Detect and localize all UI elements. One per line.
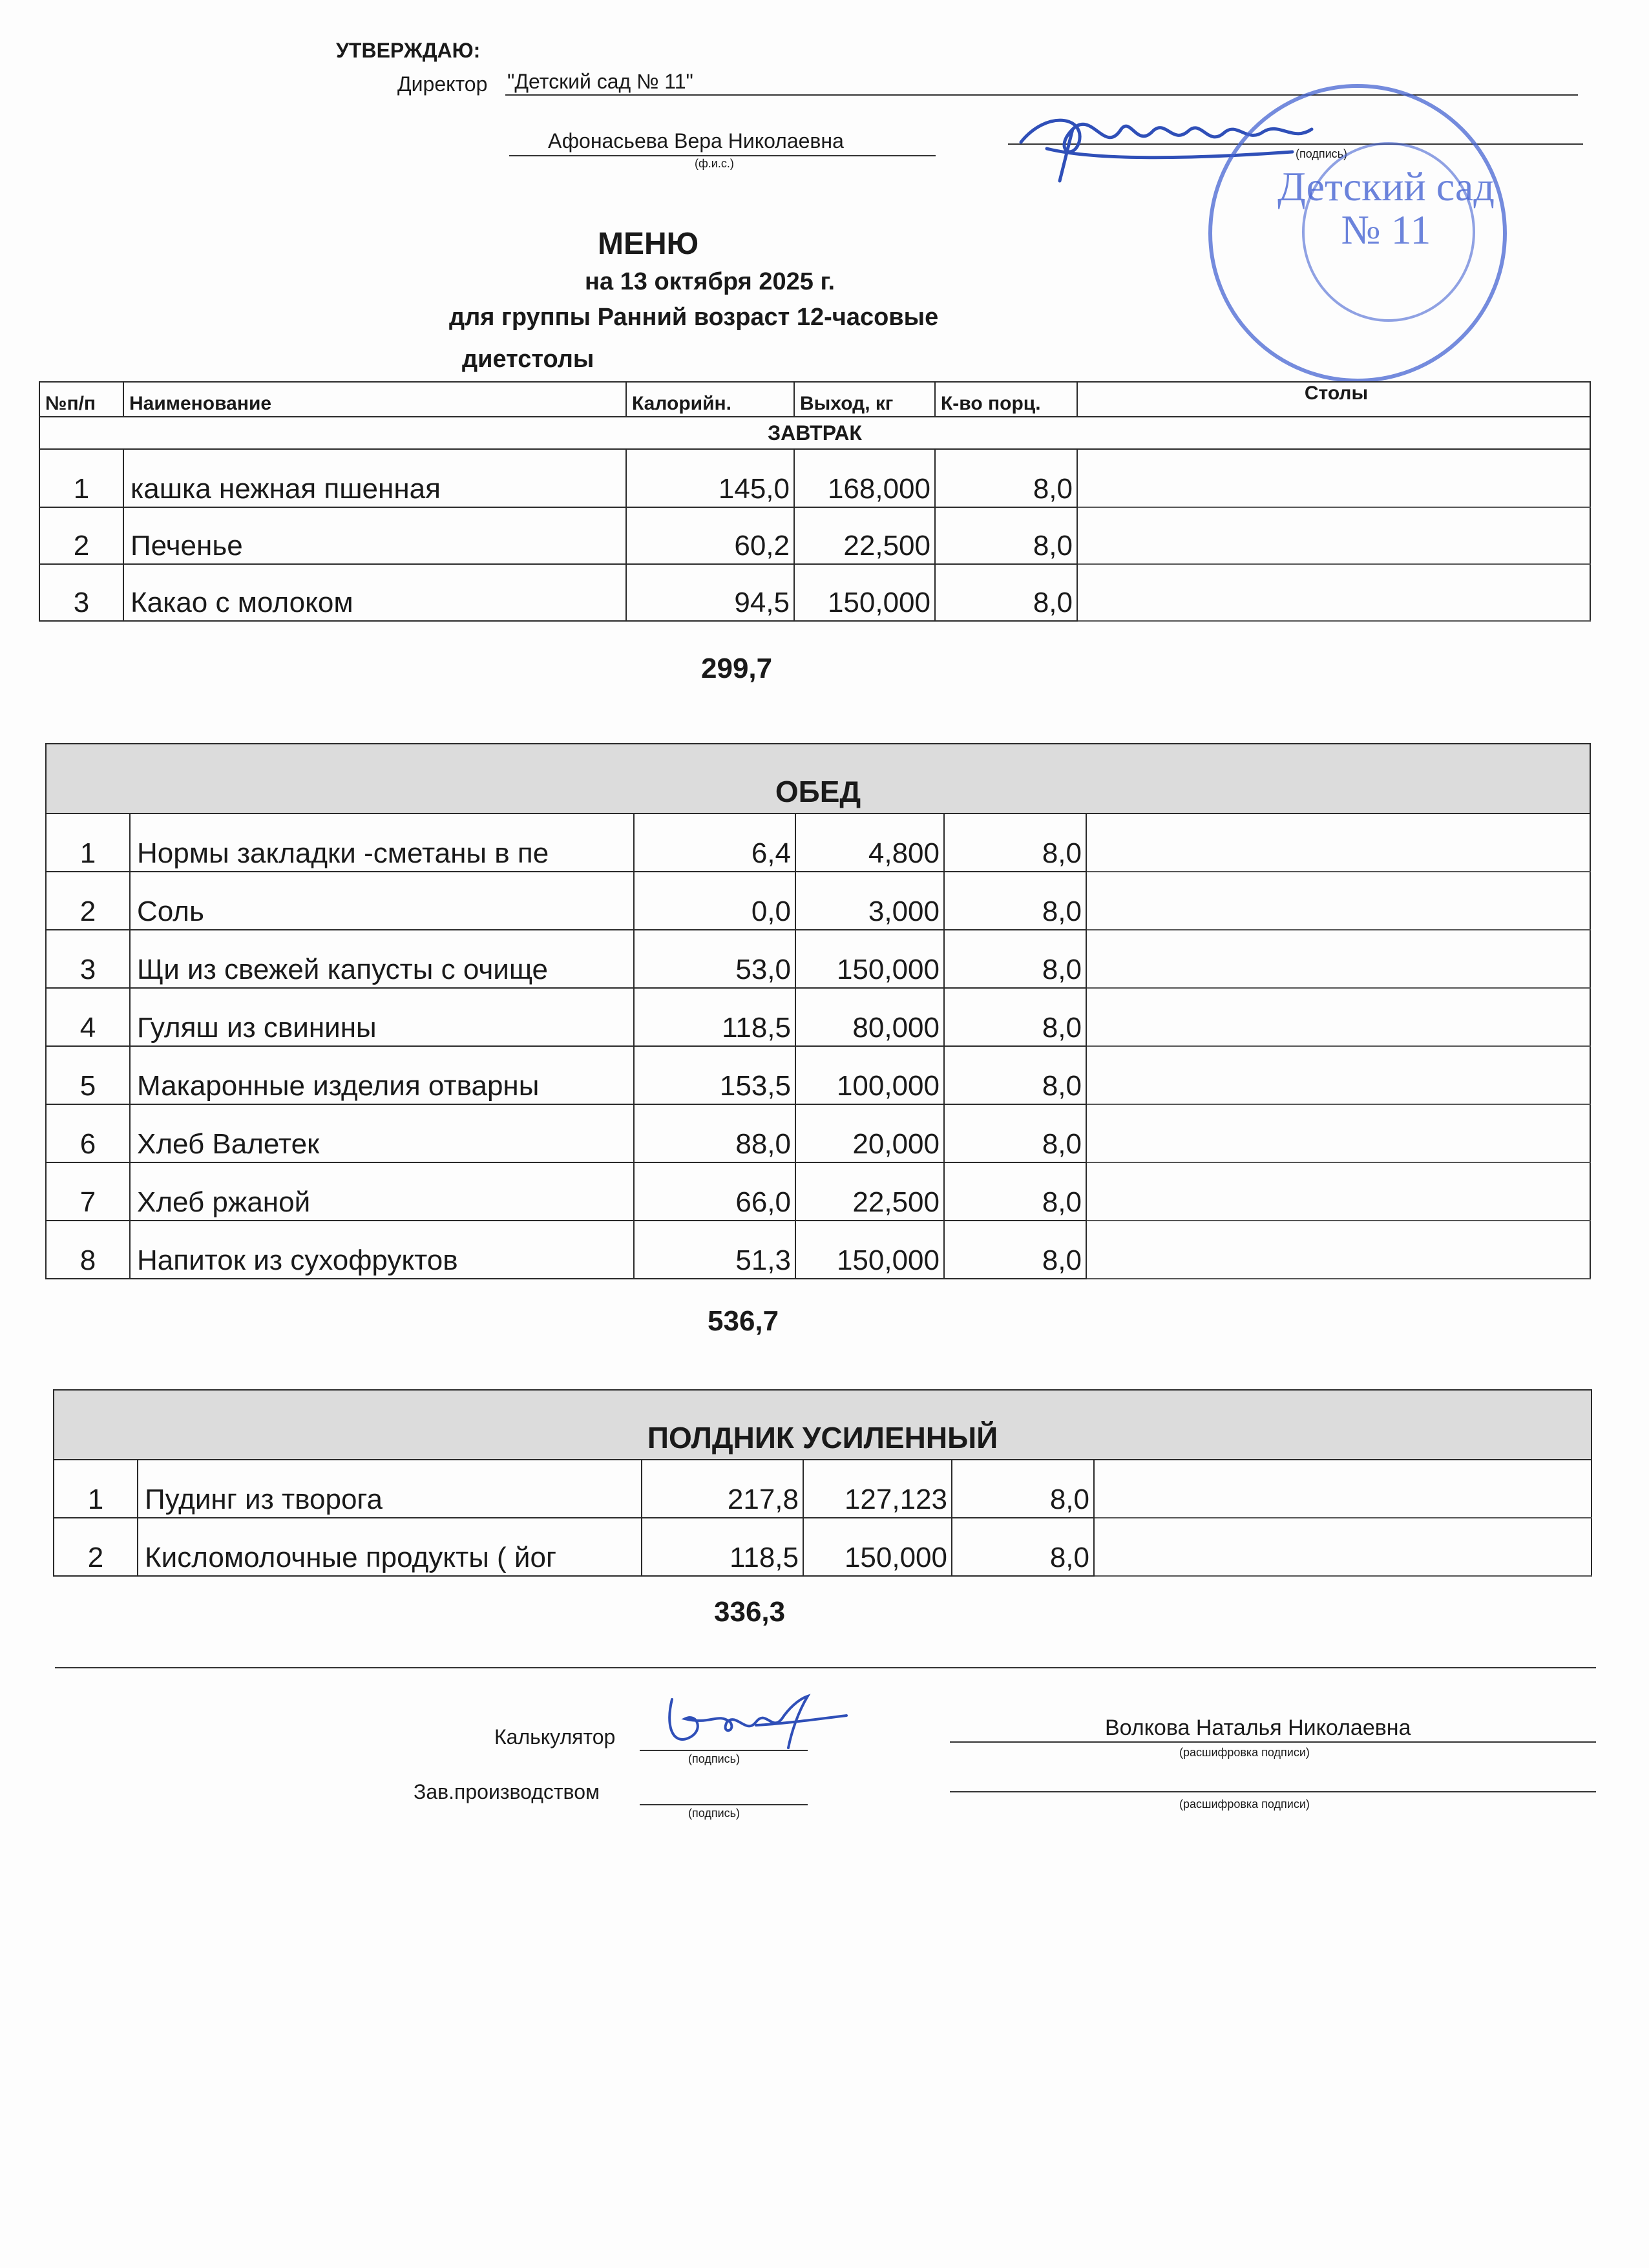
dish-tables bbox=[1086, 988, 1590, 1046]
dish-kcal: 88,0 bbox=[634, 1104, 795, 1162]
dish-tables bbox=[1077, 449, 1590, 507]
director-label: Директор bbox=[397, 72, 488, 96]
lunch-table bbox=[45, 743, 1591, 1279]
row-number: 4 bbox=[46, 988, 130, 1046]
dish-name: кашка нежная пшенная bbox=[123, 449, 626, 507]
dish-name: Соль bbox=[130, 872, 634, 930]
director-name-underline bbox=[509, 155, 936, 156]
dish-portions: 8,0 bbox=[952, 1460, 1094, 1518]
col-tables-header: Столы bbox=[1077, 382, 1590, 417]
row-number: 1 bbox=[39, 449, 123, 507]
table-row bbox=[46, 930, 1590, 988]
section-title-lunch: ОБЕД bbox=[46, 744, 1590, 814]
table-row bbox=[46, 1046, 1590, 1104]
dish-yield: 127,123 bbox=[803, 1460, 952, 1518]
dish-kcal: 53,0 bbox=[634, 930, 795, 988]
dish-tables bbox=[1077, 507, 1590, 564]
dish-yield: 3,000 bbox=[795, 872, 944, 930]
dish-kcal: 6,4 bbox=[634, 814, 795, 872]
dish-portions: 8,0 bbox=[944, 930, 1086, 988]
breakfast-total: 299,7 bbox=[701, 653, 773, 684]
table-row bbox=[46, 1221, 1590, 1279]
dish-portions: 8,0 bbox=[944, 1104, 1086, 1162]
dish-name: Печенье bbox=[123, 507, 626, 564]
dish-portions: 8,0 bbox=[944, 988, 1086, 1046]
dish-tables bbox=[1094, 1460, 1591, 1518]
dish-yield: 22,500 bbox=[795, 1162, 944, 1221]
dish-yield: 150,000 bbox=[794, 564, 935, 621]
calculator-name: Волкова Наталья Николаевна bbox=[1105, 1716, 1411, 1740]
calculator-signature-caption: (подпись) bbox=[688, 1752, 740, 1765]
dish-tables bbox=[1086, 1221, 1590, 1279]
breakfast-table bbox=[39, 381, 1591, 622]
dish-yield: 100,000 bbox=[795, 1046, 944, 1104]
col-num-header: №п/п bbox=[39, 382, 123, 417]
snack-table bbox=[53, 1389, 1592, 1577]
dish-yield: 150,000 bbox=[795, 1221, 944, 1279]
dish-kcal: 51,3 bbox=[634, 1221, 795, 1279]
footer-divider bbox=[55, 1667, 1596, 1668]
dish-tables bbox=[1086, 930, 1590, 988]
menu-diet: диетстолы bbox=[462, 346, 594, 373]
dish-tables bbox=[1086, 814, 1590, 872]
col-kcal-header: Калорийн. bbox=[626, 382, 794, 417]
dish-kcal: 118,5 bbox=[642, 1518, 803, 1576]
row-number: 2 bbox=[39, 507, 123, 564]
row-number: 3 bbox=[46, 930, 130, 988]
row-number: 2 bbox=[54, 1518, 138, 1576]
dish-portions: 8,0 bbox=[935, 507, 1077, 564]
dish-tables bbox=[1086, 1046, 1590, 1104]
dish-kcal: 153,5 bbox=[634, 1046, 795, 1104]
table-row bbox=[46, 1104, 1590, 1162]
dish-name: Хлеб Валетек bbox=[130, 1104, 634, 1162]
menu-title: МЕНЮ bbox=[598, 227, 699, 261]
section-title-snack: ПОЛДНИК УСИЛЕННЫЙ bbox=[54, 1390, 1591, 1460]
dish-tables bbox=[1094, 1518, 1591, 1576]
table-row bbox=[54, 1460, 1591, 1518]
snack-total: 336,3 bbox=[714, 1596, 786, 1628]
dish-portions: 8,0 bbox=[944, 814, 1086, 872]
dish-name: Щи из свежей капусты с очище bbox=[130, 930, 634, 988]
dish-name: Хлеб ржаной bbox=[130, 1162, 634, 1221]
table-row bbox=[39, 507, 1590, 564]
dish-portions: 8,0 bbox=[944, 1162, 1086, 1221]
col-name-header: Наименование bbox=[123, 382, 626, 417]
dish-portions: 8,0 bbox=[944, 1221, 1086, 1279]
dish-name: Какао с молоком bbox=[123, 564, 626, 621]
calculator-signature bbox=[659, 1686, 853, 1758]
fio-caption: (ф.и.с.) bbox=[695, 157, 734, 170]
dish-name: Гуляш из свинины bbox=[130, 988, 634, 1046]
dish-kcal: 0,0 bbox=[634, 872, 795, 930]
dish-portions: 8,0 bbox=[935, 449, 1077, 507]
signature-caption: (подпись) bbox=[1296, 147, 1348, 160]
col-portions-header: К-во порц. bbox=[935, 382, 1077, 417]
dish-kcal: 94,5 bbox=[626, 564, 794, 621]
dish-kcal: 145,0 bbox=[626, 449, 794, 507]
dish-kcal: 66,0 bbox=[634, 1162, 795, 1221]
dish-yield: 150,000 bbox=[803, 1518, 952, 1576]
dish-yield: 80,000 bbox=[795, 988, 944, 1046]
table-row bbox=[46, 872, 1590, 930]
dish-tables bbox=[1077, 564, 1590, 621]
dish-portions: 8,0 bbox=[944, 872, 1086, 930]
table-row bbox=[39, 564, 1590, 621]
dish-yield: 20,000 bbox=[795, 1104, 944, 1162]
dish-name: Нормы закладки -сметаны в пе bbox=[130, 814, 634, 872]
calculator-decode-caption: (расшифровка подписи) bbox=[1179, 1746, 1310, 1759]
production-decode-caption: (расшифровка подписи) bbox=[1179, 1798, 1310, 1811]
table-row bbox=[46, 814, 1590, 872]
production-signature-line bbox=[640, 1804, 808, 1805]
production-name-line bbox=[950, 1791, 1596, 1792]
production-signature-caption: (подпись) bbox=[688, 1807, 740, 1820]
dish-kcal: 118,5 bbox=[634, 988, 795, 1046]
dish-tables bbox=[1086, 1162, 1590, 1221]
row-number: 3 bbox=[39, 564, 123, 621]
row-number: 1 bbox=[46, 814, 130, 872]
row-number: 2 bbox=[46, 872, 130, 930]
row-number: 7 bbox=[46, 1162, 130, 1221]
table-row bbox=[46, 988, 1590, 1046]
table-row bbox=[46, 1162, 1590, 1221]
dish-tables bbox=[1086, 1104, 1590, 1162]
dish-portions: 8,0 bbox=[952, 1518, 1094, 1576]
dish-portions: 8,0 bbox=[944, 1046, 1086, 1104]
table-row bbox=[54, 1518, 1591, 1576]
dish-yield: 22,500 bbox=[794, 507, 935, 564]
dish-yield: 4,800 bbox=[795, 814, 944, 872]
dish-kcal: 217,8 bbox=[642, 1460, 803, 1518]
row-number: 8 bbox=[46, 1221, 130, 1279]
section-title-breakfast: ЗАВТРАК bbox=[39, 417, 1590, 449]
table-row bbox=[39, 449, 1590, 507]
dish-name: Макаронные изделия отварны bbox=[130, 1046, 634, 1104]
stamp-text: Детский сад № 11 bbox=[1277, 163, 1495, 253]
approval-label: УТВЕРЖДАЮ: bbox=[336, 39, 481, 62]
col-yield-header: Выход, кг bbox=[794, 382, 935, 417]
dish-yield: 168,000 bbox=[794, 449, 935, 507]
lunch-total: 536,7 bbox=[708, 1305, 779, 1337]
row-number: 1 bbox=[54, 1460, 138, 1518]
dish-portions: 8,0 bbox=[935, 564, 1077, 621]
column-header-row bbox=[39, 382, 1590, 417]
calculator-name-line bbox=[950, 1741, 1596, 1743]
row-number: 5 bbox=[46, 1046, 130, 1104]
dish-name: Кисломолочные продукты ( йог bbox=[138, 1518, 642, 1576]
dish-tables bbox=[1086, 872, 1590, 930]
dish-name: Пудинг из творога bbox=[138, 1460, 642, 1518]
dish-name: Напиток из сухофруктов bbox=[130, 1221, 634, 1279]
production-label: Зав.производством bbox=[414, 1780, 600, 1803]
menu-group: для группы Ранний возраст 12-часовые bbox=[449, 304, 939, 331]
calculator-label: Калькулятор bbox=[494, 1725, 616, 1748]
organization-name: "Детский сад № 11" bbox=[507, 70, 693, 93]
row-number: 6 bbox=[46, 1104, 130, 1162]
menu-date: на 13 октября 2025 г. bbox=[585, 268, 835, 295]
director-name: Афонасьева Вера Николаевна bbox=[548, 129, 844, 152]
dish-yield: 150,000 bbox=[795, 930, 944, 988]
dish-kcal: 60,2 bbox=[626, 507, 794, 564]
